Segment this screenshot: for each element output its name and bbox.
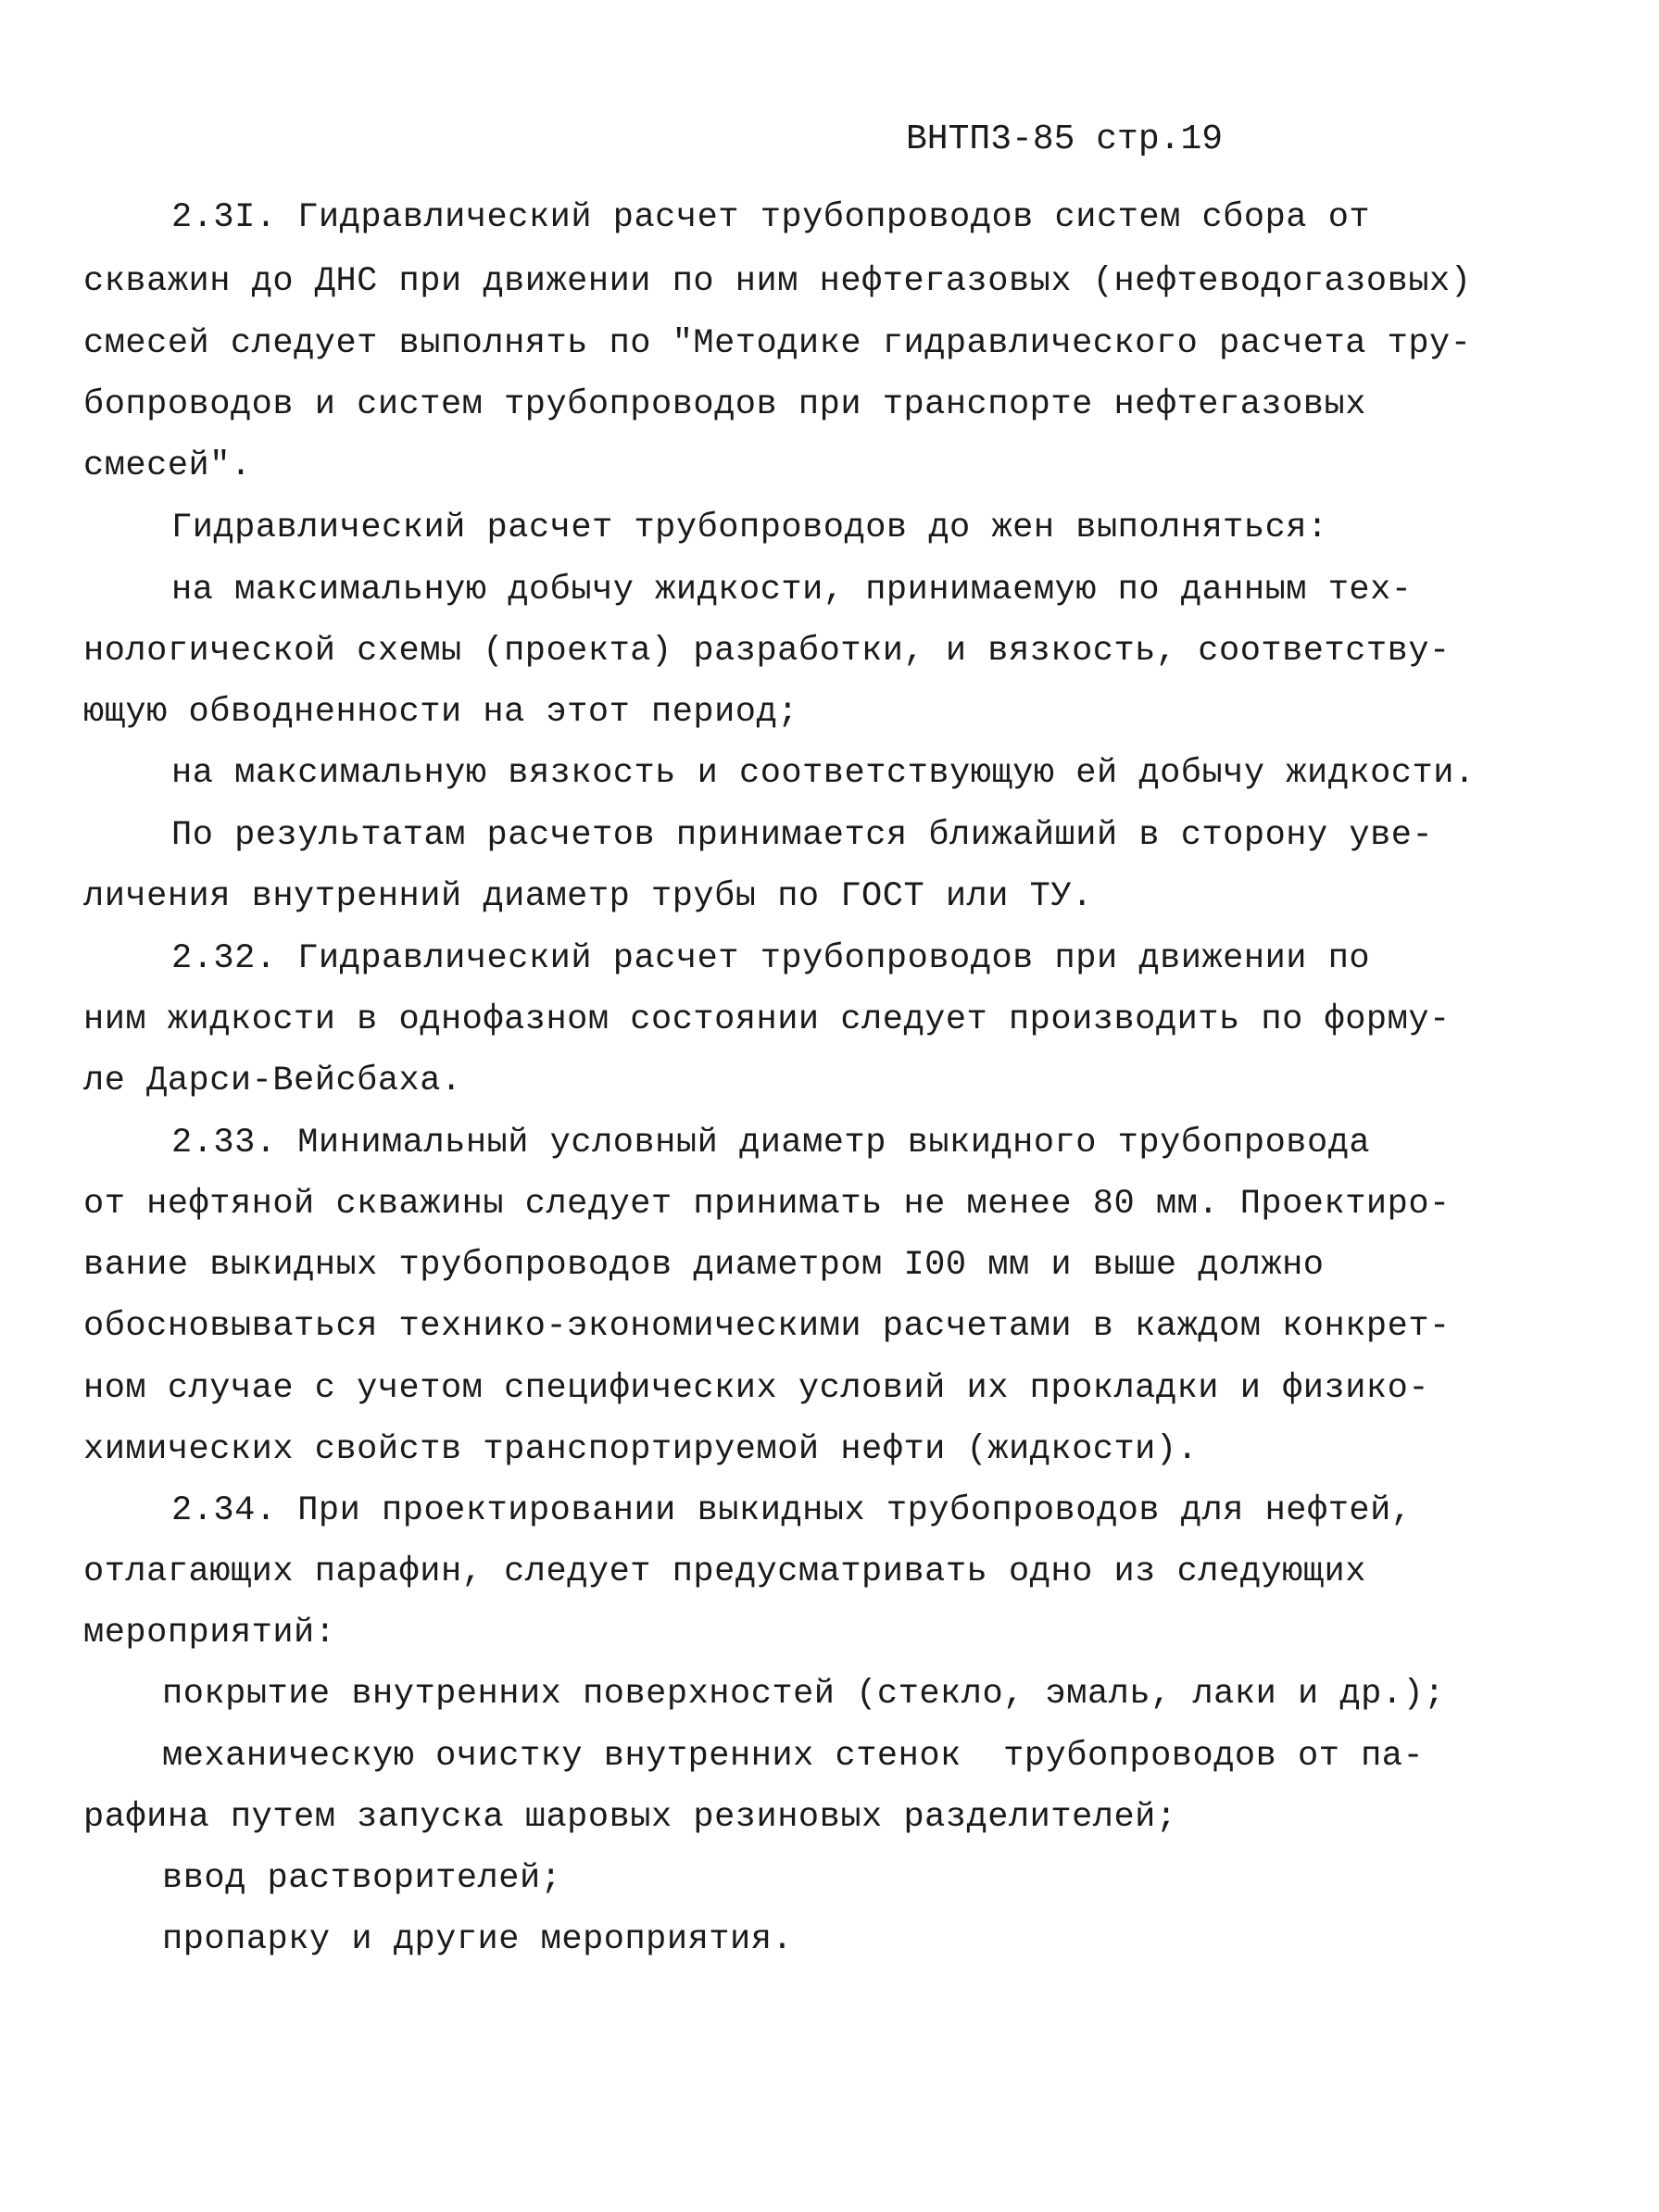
text-line: на максимальную добычу жидкости, принимаемую по данным тех- bbox=[171, 571, 1413, 610]
text-line: смесей следует выполнять по "Методике гидравлического расчета тру- bbox=[83, 324, 1472, 363]
text-line: 2.33. Минимальный условный диаметр выкидного трубопровода bbox=[171, 1124, 1371, 1163]
text-line: от нефтяной скважины следует принимать не менее 80 мм. Проектиро- bbox=[83, 1185, 1451, 1224]
text-line: Гидравлический расчет трубопроводов до жен выполняться: bbox=[171, 509, 1328, 547]
text-line: вание выкидных трубопроводов диаметром I00 мм и выше должно bbox=[83, 1246, 1325, 1285]
text-line: ввод растворителей; bbox=[162, 1859, 562, 1898]
text-line: 2.3I. Гидравлический расчет трубопроводов систем сбора от bbox=[171, 198, 1371, 237]
text-line: отлагающих парафин, следует предусматривать одно из следующих bbox=[83, 1552, 1366, 1591]
text-line: мероприятий: bbox=[83, 1614, 336, 1653]
text-line: По результатам расчетов принимается ближайший в сторону уве- bbox=[171, 816, 1434, 855]
text-line: ющую обводненности на этот период; bbox=[83, 693, 798, 732]
text-line: ном случае с учетом специфических условий их прокладки и физико- bbox=[83, 1369, 1430, 1408]
text-line: ним жидкости в однофазном состоянии следует производить по форму- bbox=[83, 1000, 1451, 1039]
text-line: 2.34. При проектировании выкидных трубопроводов для нефтей, bbox=[171, 1491, 1413, 1530]
text-line: пропарку и другие мероприятия. bbox=[162, 1920, 794, 1959]
text-line: механическую очистку внутренних стенок трубопроводов от па- bbox=[162, 1737, 1425, 1776]
text-line: 2.32. Гидравлический расчет трубопроводов при движении по bbox=[171, 939, 1371, 978]
text-line: нологической схемы (проекта) разработки, и вязкость, соответству- bbox=[83, 632, 1451, 671]
text-line: обосновываться технико-экономическими расчетами в каждом конкрет- bbox=[83, 1307, 1451, 1346]
text-line: бопроводов и систем трубопроводов при транспорте нефтегазовых bbox=[83, 385, 1366, 424]
text-line: химических свойств транспортируемой нефти (жидкости). bbox=[83, 1430, 1199, 1469]
text-line: покрытие внутренних поверхностей (стекло, эмаль, лаки и др.); bbox=[162, 1675, 1445, 1714]
text-line: ле Дарси-Вейсбаха. bbox=[83, 1062, 462, 1100]
text-line: смесей". bbox=[83, 446, 252, 485]
text-line: рафина путем запуска шаровых резиновых разделителей; bbox=[83, 1798, 1177, 1837]
text-line: личения внутренний диаметр трубы по ГОСТ или ТУ. bbox=[83, 877, 1093, 916]
text-line: на максимальную вязкость и соответствующую ей добычу жидкости. bbox=[171, 754, 1476, 793]
page-header-reference: ВНТП3-85 стр.19 bbox=[906, 119, 1224, 159]
text-line: скважин до ДНС при движении по ним нефтегазовых (нефтеводогазовых) bbox=[83, 262, 1472, 301]
